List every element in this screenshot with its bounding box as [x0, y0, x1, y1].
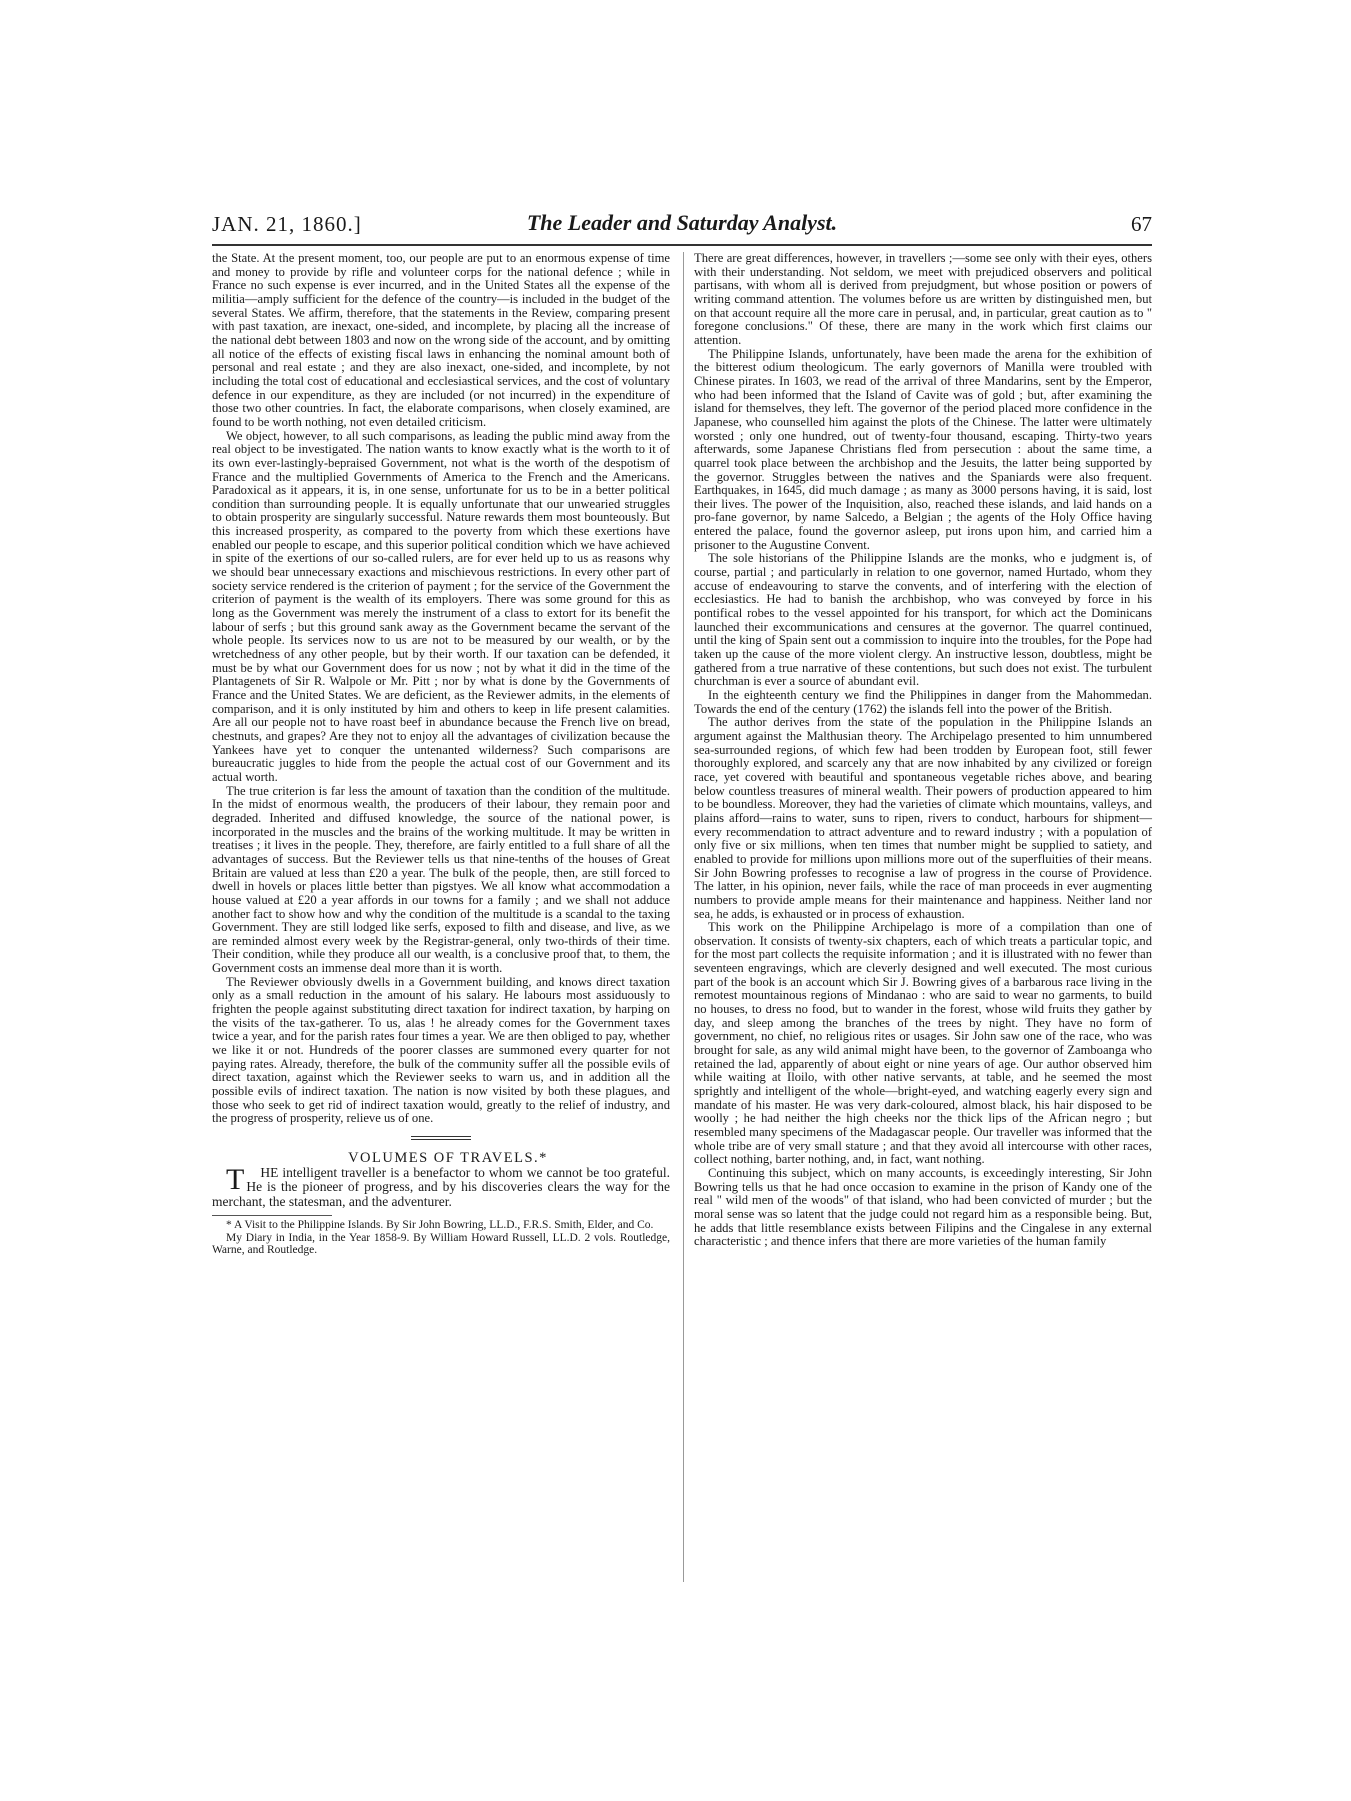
footnote-rule [212, 1215, 332, 1216]
article-end-rule [411, 1136, 471, 1140]
left-paragraph: the State. At the present moment, too, our people are put to an enormous expense of time and money to provide by rifle and volunteer corps for the national defence ; while in France no such expense is ever incurred, and in the United States all the expense of the militia—amply sufficient for the defence of the country—is included in the budget of the several States. We affirm, therefore, that the statements in the Review, comparing present with past taxation, are inexact, one-sided, and incomplete, by placing all the increase of the national debt between 1803 and now on the wrong side of the account, and by omitting all notice of the effects of existing fiscal laws in enhancing the nominal amount both of personal and real estate ; and they are also inexact, one-sided, and incomplete, by not including the total cost of educational and ecclesiastical services, and the cost of voluntary defence in our expenditure, as they are included (or not incurred) in the expenditure of those two other countries. In fact, the elaborate comparisons, when closely examined, are found to be worth nothing, not even detailed criticism. [212, 251, 670, 429]
page-number: 67 [1131, 212, 1152, 236]
header-date: JAN. 21, 1860.] [212, 212, 362, 236]
section-title: VOLUMES OF TRAVELS.* [348, 1150, 548, 1166]
publication-title: The Leader and Saturday Analyst. [526, 210, 838, 235]
right-paragraph: Continuing this subject, which on many accounts, is exceedingly interesting, Sir John Bowring tells us that he had once occasion to examine in the prison of Kandy one of the real " wild men of the woods" of that island, who had been convicted of murder ; but the moral sense was so latent that the judge could not regard him as a responsible being. But, he adds that little resemblance exists between Filipins and the Cingalese in any external characteristic ; and thence infers that there are more varieties of the human family [694, 1165, 1152, 1249]
right-paragraph: The sole historians of the Philippine Islands are the monks, who e judgment is, of course, partial ; and particularly in relation to one governor, named Hurtado, whom they accuse of endeavouring to starve the convents, and of interfering with the election of ecclesiastics. He had to banish the archbishop, who was conveyed by force in his pontifical robes to the vessel appointed for his transport, for which act the Dominicans launched their excommunications and censures at the governor. The quarrel continued, until the king of Spain sent out a commission to inquire into the troubles, for the Pope had taken up the cause of the more violent clergy. An instructive lesson, doubtless, might be gathered from a true narrative of these contentions, but such does not exist. The turbulent churchman is ever a source of abundant evil. [694, 551, 1152, 689]
intro-text: HE intelligent traveller is a benefactor to whom we cannot be too grateful. He is the pioneer of progress, and by his discoveries clears the way for the merchant, the statesman, and the adventurer. [212, 1164, 670, 1209]
right-column [694, 252, 1152, 1249]
right-paragraph: In the eighteenth century we find the Philippines in danger from the Mahommedan. Towards the end of the century (1762) the islands fell into the power of the British. [694, 688, 1152, 716]
drop-cap: T [226, 1162, 245, 1196]
left-column [212, 252, 670, 1257]
column-divider [683, 252, 684, 1582]
left-paragraph: The true criterion is far less the amount of taxation than the condition of the multitude. In the midst of enormous wealth, the producers of their labour, they remain poor and degraded. Inherited and diffused knowledge, the source of the national power, is incorporated in the muscles and the brains of the working multitude. It may be written in treatises ; it lives in the people. They, therefore, are fairly entitled to a full share of all the advantages of success. But the Reviewer tells us that nine-tenths of the houses of Great Britain are valued at less than £20 a year. The bulk of the people, then, are still forced to dwell in hovels or places little better than pigstyes. We all know what accommodation a house valued at £20 a year affords in our towns for a family ; and we shall not adduce another fact to show how and why the condition of the multitude is a scandal to the taxing Government. They are still lodged like serfs, exposed to filth and disease, and live, as we are reminded almost every week by the Registrar-general, only two-thirds of their time. Their condition, while they produce all our wealth, is a conclusive proof that, to them, the Government costs an immense deal more than it is worth. [212, 783, 670, 976]
footnote: My Diary in India, in the Year 1858-9. By William Howard Russell, LL.D. 2 vols. Routledge, Warne, and Routledge. [212, 1231, 670, 1257]
page-header [212, 208, 1152, 242]
right-paragraph: The Philippine Islands, unfortunately, have been made the arena for the exhibition of the bitterest odium theologicum. The early governors of Manilla were troubled with Chinese pirates. In 1603, we read of the arrival of three Mandarins, sent by the Emperor, who had been informed that the Island of Cavite was of gold ; but, after examining the island for themselves, they left. The governor of the period placed more confidence in the Japanese, who counselled him against the plots of the Chinese. The latter were ultimately worsted ; only one hundred, out of twenty-four thousand, escaping. Thirty-two years afterwards, some Japanese Christians fled from persecution : about the same time, a quarrel took place between the archbishop and the Jesuits, the latter being supported by the governor. Struggles between the natives and the Spaniards were also frequent. Earthquakes, in 1645, did much damage ; as many as 3000 persons having, it is said, lost their lives. The power of the Inquisition, also, reached these islands, and laid hands on a pro-fane governor, by name Salcedo, a Belgian ; the agents of the Holy Office having entered the palace, found the governor asleep, put irons upon him, and carried him a prisoner to the Augustine Convent. [694, 346, 1152, 552]
footnote: * A Visit to the Philippine Islands. By Sir John Bowring, LL.D., F.R.S. Smith, Elder, and Co. [226, 1219, 654, 1232]
right-paragraph: The author derives from the state of the population in the Philippine Islands an argument against the Malthusian theory. The Archipelago presented to him unnumbered sea-surrounded regions, of which few had been trodden by European foot, still fewer thoroughly explored, and scarcely any that are now inhabited by any civilized or foreign race, yet covered with beautiful and spontaneous vegetable riches above, and bearing below countless treasures of mineral wealth. Their powers of production appeared to him to be boundless. Moreover, they had the varieties of climate which mountains, valleys, and plains afford—rains to water, suns to ripen, rivers to conduct, harbours for shipment—every recommendation to attract adventure and to reward industry ; with a population of only five or six millions, when ten times that number might be supplied to satiety, and enabled to provide for millions upon millions more out of the superfluities of their means. Sir John Bowring professes to recognise a law of progress in the course of Providence. The latter, in his opinion, never fails, while the race of man proceeds in ever augmenting numbers to provide ample means for their maintenance and happiness. Neither land nor sea, he adds, is exhausted or in process of exhaustion. [694, 715, 1152, 921]
left-paragraph: We object, however, to all such comparisons, as leading the public mind away from the real object to be investigated. The nation wants to know exactly what is the worth to it of its own ever-lastingly-bepraised Government, not what is the worth of the despotism of France and the multiplied Governments of America to the French and the Americans. Paradoxical as it appears, it is, in one sense, unfortunate for us to be in a better political condition than surrounding people. It is equally unfortunate that our unwearied struggles to obtain prosperity are singularly successful. Nature rewards them most bounteously. But this increased prosperity, as compared to the poverty from which these exertions have enabled our people to escape, and this superior political condition which we have achieved in spite of the exertions of our so-called rulers, are for ever held up to us as reasons why we should bear unnecessary exactions and mischievous restrictions. In every other part of society service rendered is the criterion of payment ; for the service of the Government the criterion of payment is the wealth of its employers. There was some ground for this as long as the Government was merely the instrument of a class to extort for its benefit the labour of serfs ; but this ground sank away as the Government became the servant of the whole people. Its services now to us are not to be measured by our wealth, or by the wretchedness of any other people, but by their worth. If our taxation can be defended, it must be by what our Government does for us now ; not by what it did in the time of the Plantagenets of Sir R. Walpole or Mr. Pitt ; nor by what is done by the Governments of France and the United States. We are deficient, as the Reviewer admits, in the elements of comparison, and it is only instituted by him and others to keep in life present calamities. Are all our people not to have roast beef in abundance because the French live on bread, chestnuts, and grapes? Are they not to enjoy all the advantages of civilization because the Yankees have yet to conquer the untenanted wilderness? Such comparisons are bureaucratic juggles to hide from the people the actual cost of our Government and its actual worth. [212, 428, 670, 784]
right-paragraph: There are great differences, however, in travellers ;—some see only with their eyes, others with their understanding. Not seldom, we meet with prejudiced observers and political partisans, with whom all is derived from prejudgment, but whose position or powers of writing command attention. The volumes before us are written by distinguished men, but on that account require all the more care in perusal, and, in particular, great caution as to " foregone conclusions." Of these, there are many in the work which first claims our attention. [694, 251, 1152, 347]
left-paragraph: The Reviewer obviously dwells in a Government building, and knows direct taxation only as a small reduction in the amount of his salary. He labours most assiduously to frighten the people against substituting direct taxation for indirect taxation, by harping on the visits of the tax-gatherer. To us, alas ! he already comes for the Government taxes twice a year, and for the parish rates four times a year. We are then obliged to pay, whether we like it or not. Hundreds of the poorer classes are summoned every quarter for not paying rates. Already, therefore, the bulk of the community suffer all the possible evils of direct taxation, against which the Reviewer seeks to warn us, and in addition all the possible evils of indirect taxation. The nation is now visited by both these plagues, and those who seek to get rid of indirect taxation would, greatly to the relief of industry, and the progress of prosperity, relieve us of one. [212, 974, 670, 1126]
header-rule [212, 244, 1152, 246]
right-paragraph: This work on the Philippine Archipelago is more of a compilation than one of observation. It consists of twenty-six chapters, each of which treats a particular topic, and for the most part collects the requisite information ; and it is illustrated with no fewer than seventeen engravings, which are cleverly designed and well executed. The most curious part of the book is an account which Sir J. Bowring gives of a barbarous race living in the remotest mountainous regions of Mindanao : who are said to wear no garments, to build no houses, to dress no food, but to wander in the forest, whose wild fruits they gather by day, and sleep among the branches of the trees by night. They have no form of government, no chief, no religious rites or usages. Sir John saw one of the race, who was brought for sale, as any wild animal might have been, to the governor of Zamboanga who retained the lad, apparently of about eight or nine years of age. Our author observed him while waiting at Iloilo, with other native servants, at table, and he seemed the most sprightly and intelligent of the whole—bright-eyed, and watching eagerly every sign and mandate of his master. He was very dark-coloured, almost black, his hair disposed to be woolly ; he had neither the high cheeks nor the thick lips of the African negro ; but resembled many specimens of the Madagascar people. Our traveller was informed that the whole tribe are of very small stature ; and that they avoid all intercourse with other races, collect nothing, barter nothing, and, in fact, want nothing. [694, 920, 1152, 1167]
review-intro [212, 1162, 670, 1210]
